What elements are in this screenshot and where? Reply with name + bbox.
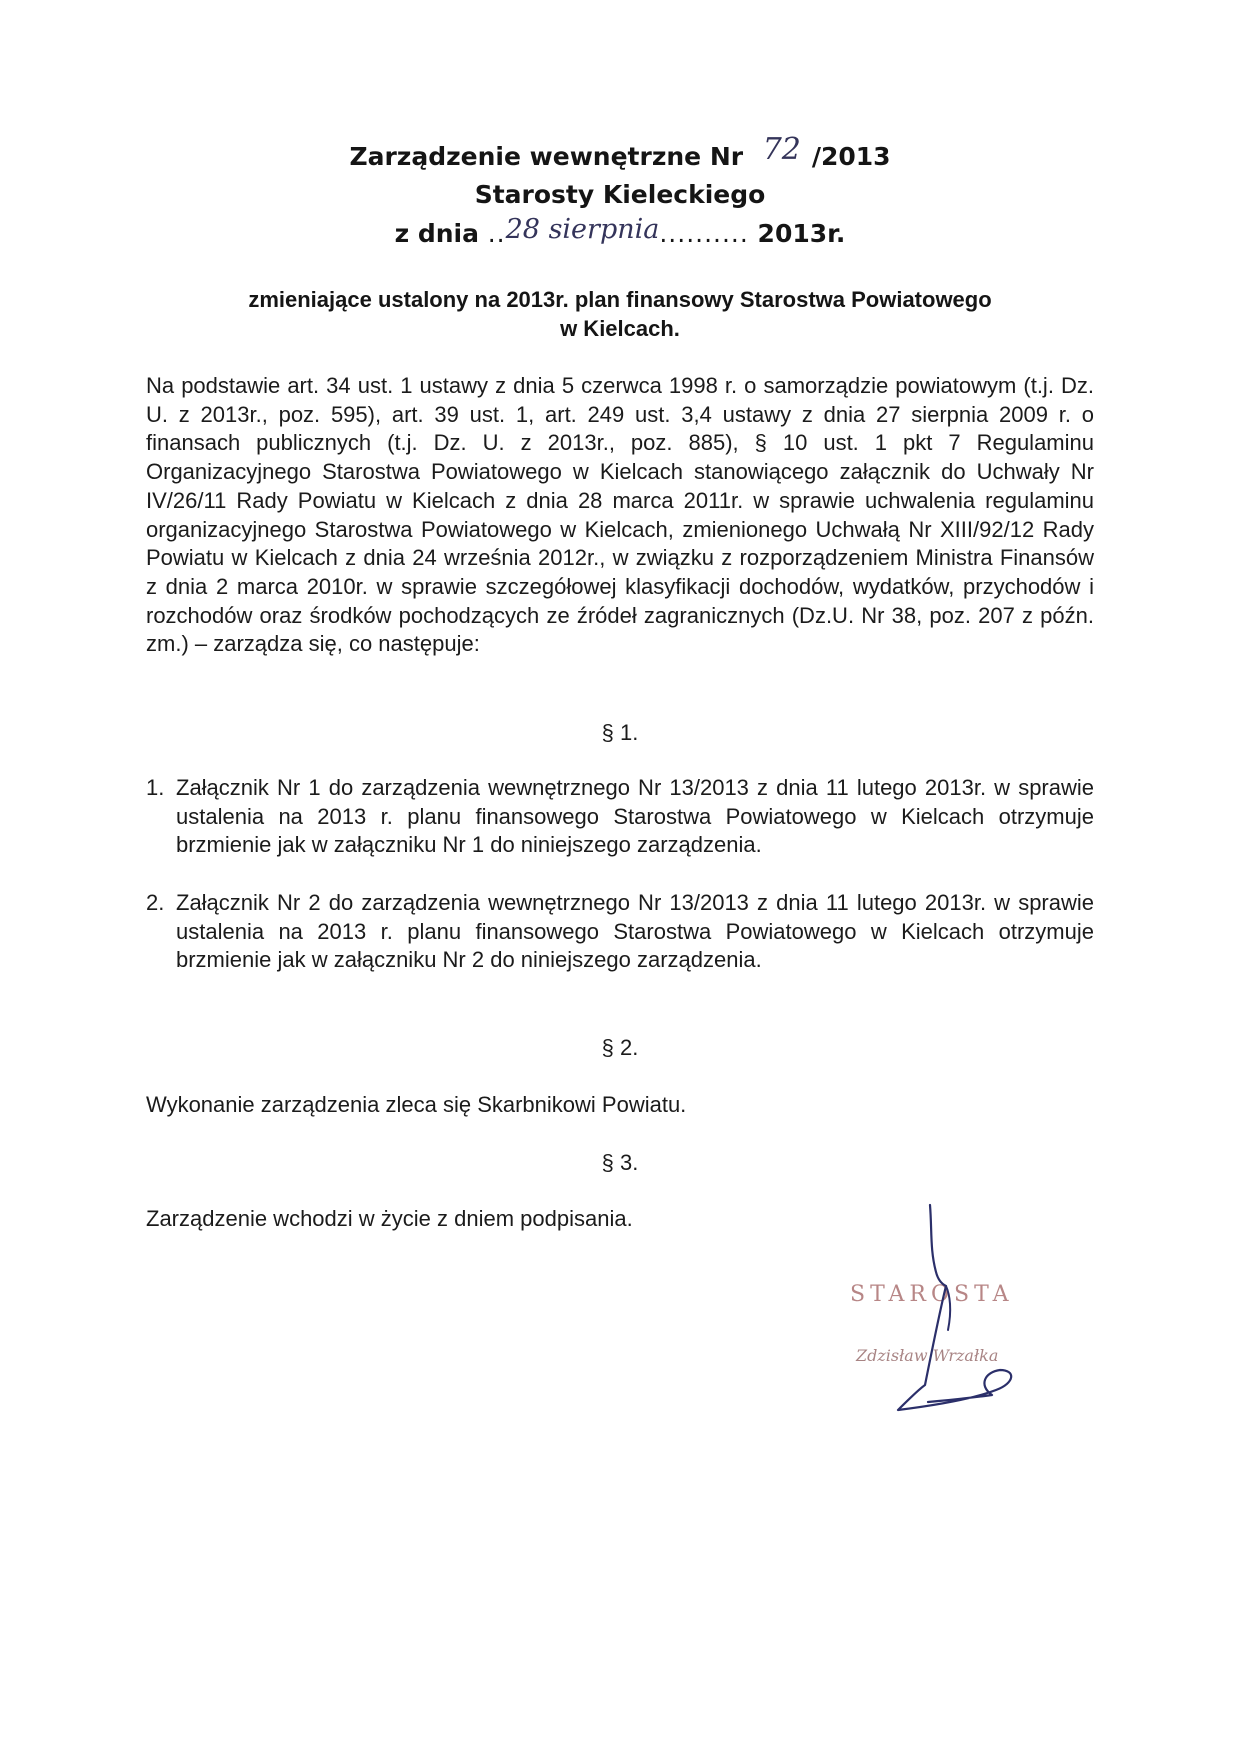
handwritten-number: 72 bbox=[762, 132, 801, 167]
list-item-text: Załącznik Nr 2 do zarządzenia wewnętrznego Nr 13/2013 z dnia 11 lutego 2013r. w sprawie ustalenia na 2013 r. planu finansowego Starostwa Powiatowego w Kielcach otrzymuje brzmienie jak w załączniku Nr 2 do niniejszego zarządzenia. bbox=[176, 890, 1094, 973]
title-suffix: /2013 bbox=[811, 142, 891, 171]
document-subject bbox=[0, 285, 1240, 343]
document-issuer: Starosty Kieleckiego bbox=[474, 180, 766, 209]
preamble-paragraph: Na podstawie art. 34 ust. 1 ustawy z dnia 5 czerwca 1998 r. o samorządzie powiatowym (t.j. Dz. U. z 2013r., poz. 595), art. 39 ust. 1, art. 249 ust. 3,4 ustawy z dnia 27 sierpnia 2009 r. o finansach publicznych (t.j. Dz. U. z 2013r., poz. 885), § 10 ust. 1 pkt 7 Regulaminu Organizacyjnego Starostwa Powiatowego w Kielcach stanowiącego załącznik do Uchwały Nr IV/26/11 Rady Powiatu w Kielcach z dnia 28 marca 2011r. w sprawie uchwalenia regulaminu organizacyjnego Starostwa Powiatowego w Kielcach, zmienionego Uchwałą Nr XIII/92/12 Rady Powiatu w Kielcach z dnia 24 września 2012r., w związku z rozporządzeniem Ministra Finansów z dnia 2 marca 2010r. w sprawie szczegółowej klasyfikacji dochodów, wydatków, przychodów i rozchodów oraz środków pochodzących ze źródeł zagranicznych (Dz.U. Nr 38, poz. 207 z późn. zm.) – zarządza się, co następuje: bbox=[146, 373, 1094, 657]
subject-line-1: zmieniające ustalony na 2013r. plan finansowy Starostwa Powiatowego bbox=[248, 287, 992, 312]
title-prefix: Zarządzenie wewnętrzne Nr bbox=[349, 142, 744, 171]
stamp-title: STAROSTA bbox=[850, 1282, 1014, 1307]
list-item-number: 2. bbox=[146, 890, 165, 915]
list-item bbox=[146, 774, 1094, 860]
section-2-text: Wykonanie zarządzenia zleca się Skarbnikowi Powiatu. bbox=[146, 1092, 687, 1117]
handwritten-signature bbox=[820, 1200, 1120, 1420]
stamp-name: Zdzisław Wrzałka bbox=[856, 1346, 999, 1365]
section-1-sign: § 1. bbox=[601, 720, 639, 745]
list-item-number: 1. bbox=[146, 775, 165, 800]
section-3-text: Zarządzenie wchodzi w życie z dniem podpisania. bbox=[146, 1206, 633, 1231]
subject-line-2: w Kielcach. bbox=[560, 316, 680, 341]
handwritten-date: 28 sierpnia bbox=[505, 214, 660, 245]
section-2-sign: § 2. bbox=[601, 1035, 639, 1060]
list-item-text: Załącznik Nr 1 do zarządzenia wewnętrznego Nr 13/2013 z dnia 11 lutego 2013r. w sprawie ustalenia na 2013 r. planu finansowego Starostwa Powiatowego w Kielcach otrzymuje brzmienie jak w załączniku Nr 1 do niniejszego zarządzenia. bbox=[176, 775, 1094, 858]
date-dots-right: .......... bbox=[659, 219, 749, 248]
section-3-sign: § 3. bbox=[601, 1150, 639, 1175]
document-date-line bbox=[0, 214, 1240, 249]
starosta-stamp bbox=[820, 1200, 1120, 1420]
list-item bbox=[146, 889, 1094, 975]
date-suffix: 2013r. bbox=[757, 219, 846, 248]
date-prefix: z dnia bbox=[394, 219, 479, 248]
date-dots-left: .. bbox=[487, 219, 506, 248]
document-title bbox=[0, 132, 1240, 173]
